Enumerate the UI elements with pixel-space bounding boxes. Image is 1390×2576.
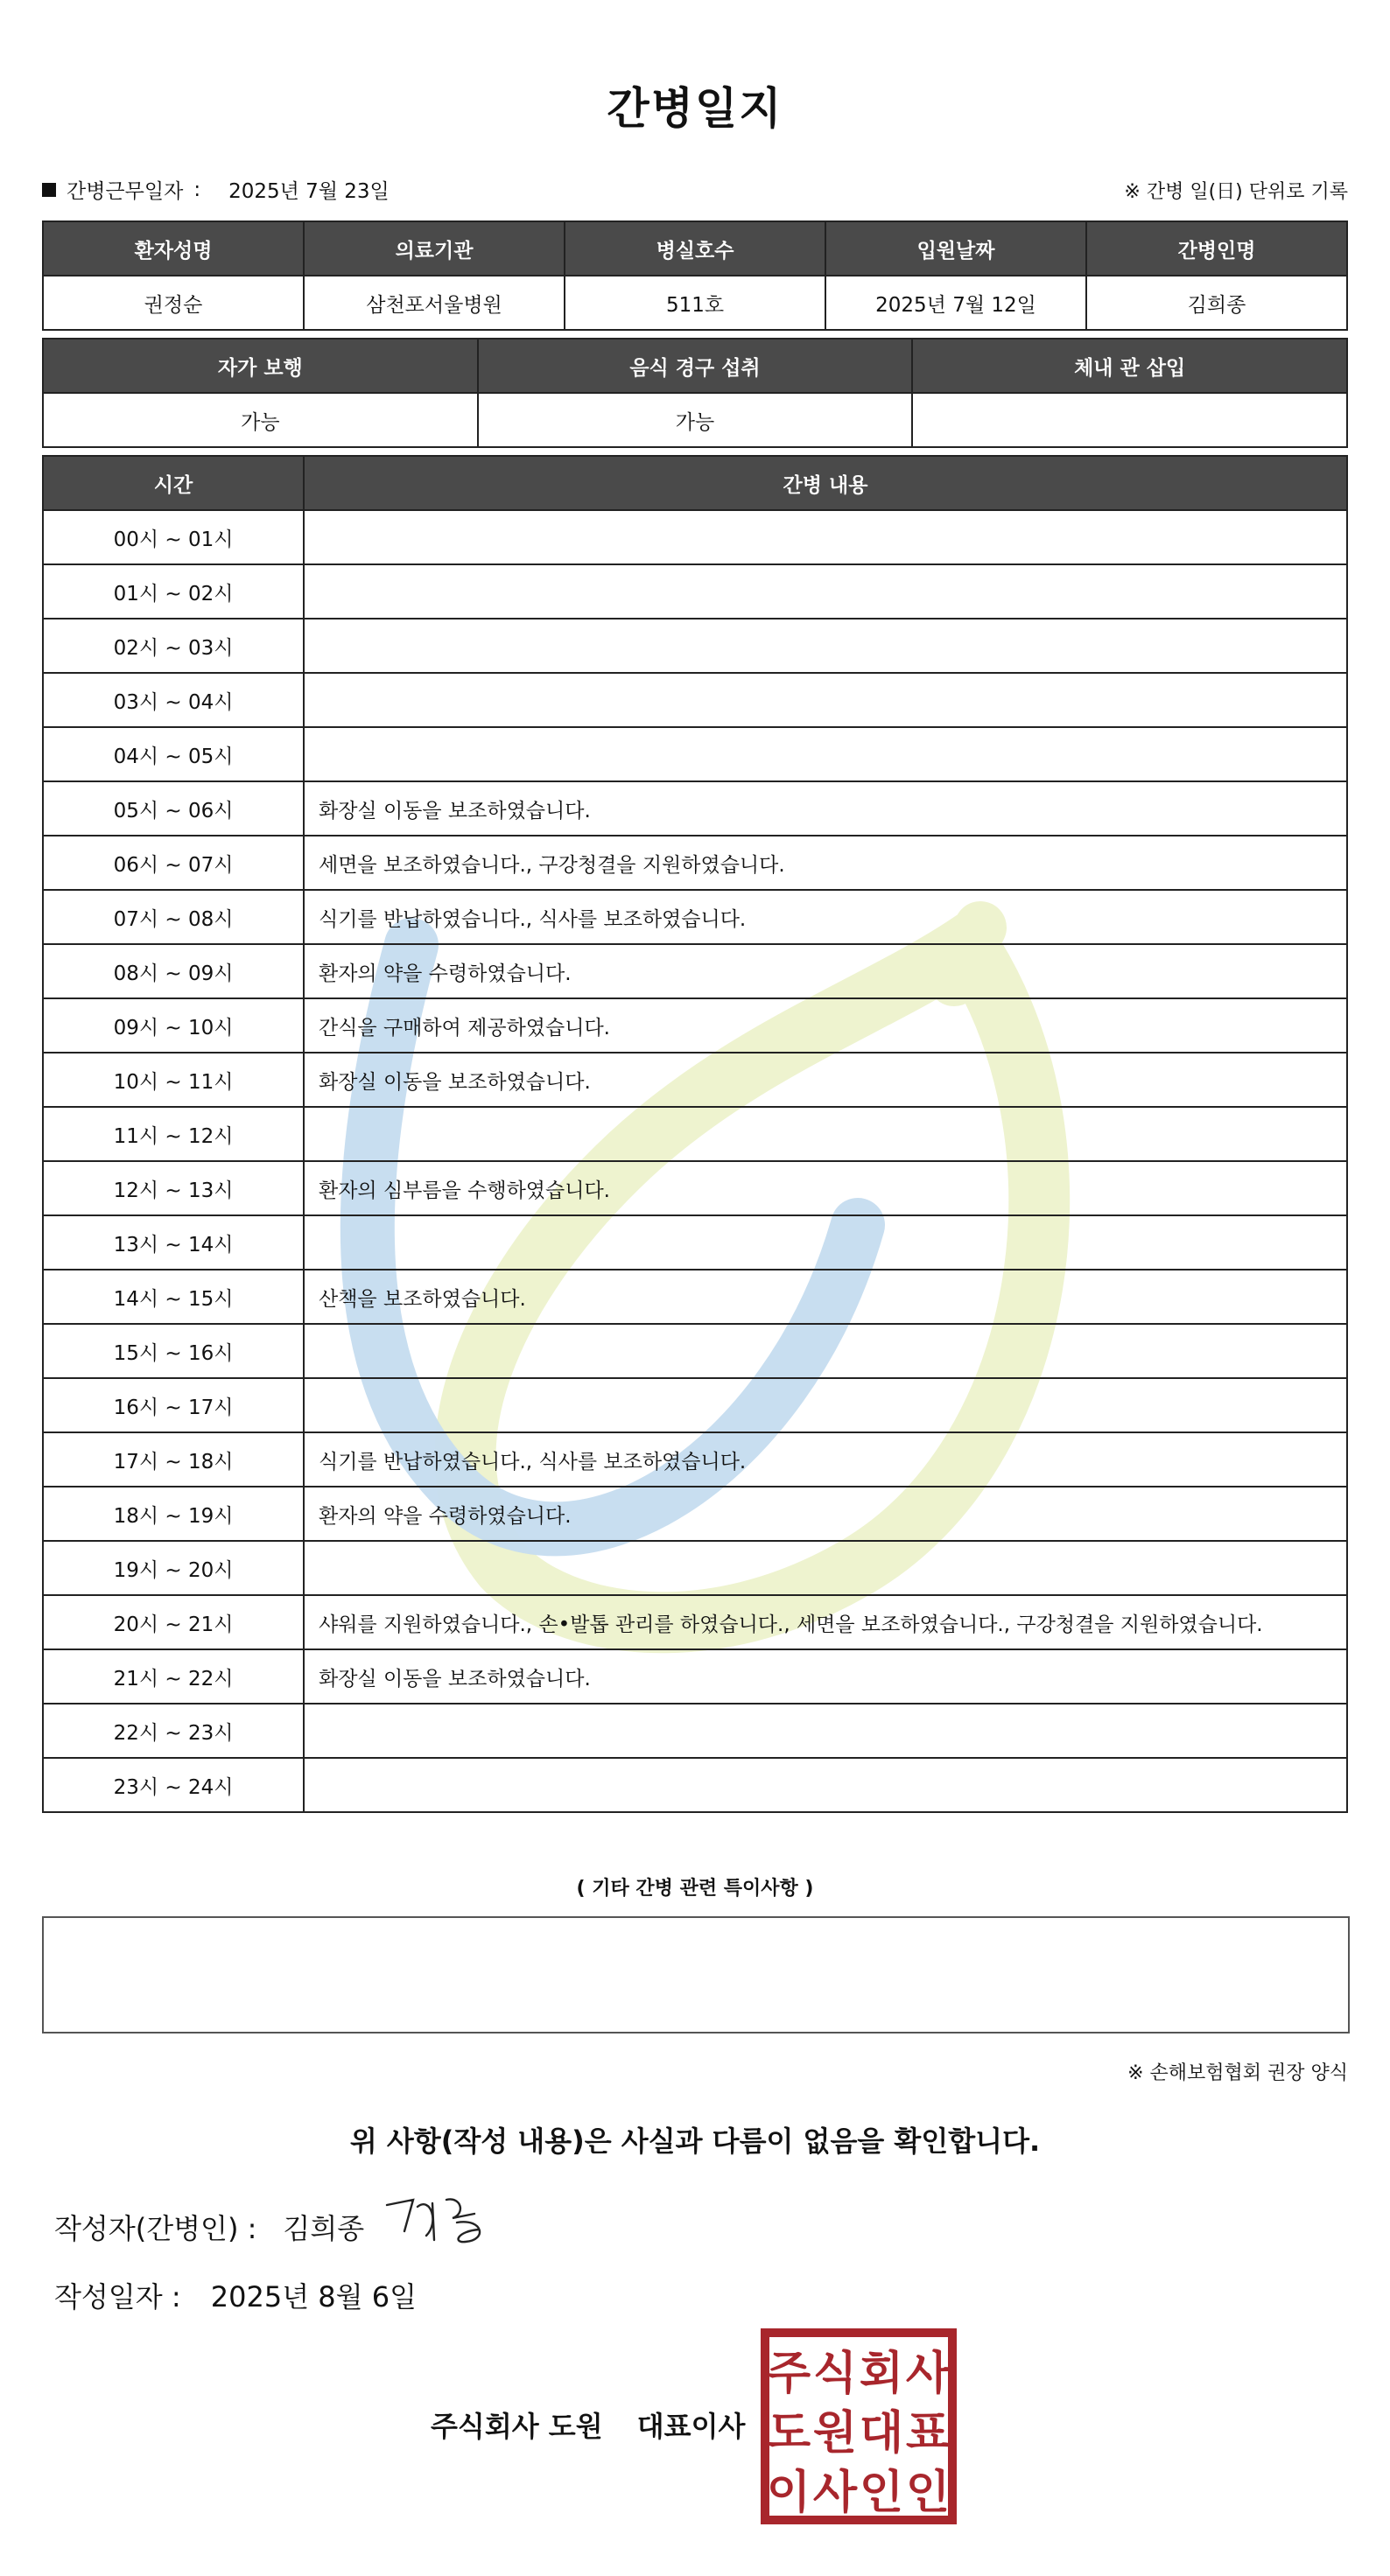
log-time: 18시 ~ 19시 [43,1487,304,1541]
log-row [43,1758,1347,1812]
log-time: 21시 ~ 22시 [43,1649,304,1704]
log-content: 환자의 약을 수령하였습니다. [304,1487,1347,1541]
self-walking-value: 가능 [43,393,478,447]
tube-insertion-value [912,393,1347,447]
seal-char: 사 [905,2348,951,2400]
header-hospital: 의료기관 [304,221,565,276]
hospital: 삼천포서울병원 [304,276,565,330]
header-care-content: 간병 내용 [304,456,1347,510]
admission-date: 2025년 7월 12일 [825,276,1086,330]
notes-box [42,1916,1350,2034]
seal-char: 식 [812,2348,858,2400]
log-time: 01시 ~ 02시 [43,564,304,619]
company-name: 주식회사 도원 [431,2410,603,2443]
header-tube-insertion: 체내 관 삽입 [912,339,1347,393]
header-oral-intake: 음식 경구 섭취 [478,339,913,393]
log-row [43,727,1347,781]
log-content [304,1378,1347,1432]
write-date-value: 2025년 8월 6일 [210,2280,418,2314]
log-content: 샤워를 지원하였습니다., 손•발톱 관리를 하였습니다., 세면을 보조하였습니다., 구강청결을 지원하였습니다. [304,1595,1347,1649]
log-row [43,1270,1347,1324]
seal-char: 인 [905,2467,951,2519]
patient-info-table [42,220,1348,331]
log-time: 15시 ~ 16시 [43,1324,304,1378]
log-content: 화장실 이동을 보조하였습니다. [304,1053,1347,1107]
log-row [43,564,1347,619]
oral-intake-value: 가능 [478,393,913,447]
log-row [43,998,1347,1053]
log-row [43,1487,1347,1541]
log-time: 16시 ~ 17시 [43,1378,304,1432]
log-time: 19시 ~ 20시 [43,1541,304,1595]
log-time: 12시 ~ 13시 [43,1161,304,1215]
seal-char: 원 [812,2407,858,2460]
log-time: 05시 ~ 06시 [43,781,304,836]
log-content [304,727,1347,781]
log-content: 환자의 심부름을 수행하였습니다. [304,1161,1347,1215]
work-date-value: 2025년 7월 23일 [228,180,390,203]
log-row [43,1432,1347,1487]
confirmation-statement: 위 사항(작성 내용)은 사실과 다름이 없음을 확인합니다. [349,2124,1041,2158]
log-content [304,510,1347,564]
log-row [43,1324,1347,1378]
log-content [304,619,1347,673]
company-role: 대표이사 [636,2410,746,2443]
log-content: 세면을 보조하였습니다., 구강청결을 지원하였습니다. [304,836,1347,890]
log-row [43,1161,1347,1215]
log-row [43,1541,1347,1595]
header-caregiver-name: 간병인명 [1086,221,1347,276]
log-content: 화장실 이동을 보조하였습니다. [304,781,1347,836]
log-time: 08시 ~ 09시 [43,944,304,998]
seal-char: 인 [859,2467,904,2519]
company-line [431,2404,745,2445]
log-content [304,564,1347,619]
log-row [43,1595,1347,1649]
log-content: 산책을 보조하였습니다. [304,1270,1347,1324]
log-content: 식기를 반납하였습니다., 식사를 보조하였습니다. [304,890,1347,944]
seal-char: 주 [766,2348,811,2400]
log-row [43,944,1347,998]
log-time: 22시 ~ 23시 [43,1704,304,1758]
log-time: 04시 ~ 05시 [43,727,304,781]
log-content [304,1704,1347,1758]
log-row [43,1649,1347,1704]
log-row [43,619,1347,673]
header-patient-name: 환자성명 [43,221,304,276]
log-time: 11시 ~ 12시 [43,1107,304,1161]
log-row [43,781,1347,836]
log-content [304,1215,1347,1270]
log-row [43,1107,1347,1161]
log-time: 06시 ~ 07시 [43,836,304,890]
seal-char: 이 [766,2467,811,2519]
log-time: 03시 ~ 04시 [43,673,304,727]
log-content [304,673,1347,727]
seal-char: 회 [859,2348,904,2400]
caregiver-name: 김희종 [1086,276,1347,330]
log-content: 화장실 이동을 보조하였습니다. [304,1649,1347,1704]
bullet-square-icon [42,183,56,197]
log-row [43,890,1347,944]
handwritten-signature [378,2188,527,2258]
log-time: 10시 ~ 11시 [43,1053,304,1107]
header-room: 병실호수 [565,221,825,276]
log-content [304,1541,1347,1595]
header-self-walking: 자가 보행 [43,339,478,393]
log-time: 13시 ~ 14시 [43,1215,304,1270]
work-date-separator: : [193,178,201,201]
log-time: 09시 ~ 10시 [43,998,304,1053]
write-date-line [54,2275,417,2315]
log-content [304,1324,1347,1378]
header-time: 시간 [43,456,304,510]
room-number: 511호 [565,276,825,330]
seal-char: 사 [812,2467,858,2519]
log-content: 간식을 구매하여 제공하였습니다. [304,998,1347,1053]
daily-record-note: ※ 간병 일(日) 단위로 기록 [1124,181,1348,203]
log-time: 07시 ~ 08시 [43,890,304,944]
care-log-table [42,455,1348,1813]
header-admission-date: 입원날짜 [825,221,1086,276]
log-time: 20시 ~ 21시 [43,1595,304,1649]
work-date [42,175,390,204]
log-row [43,1215,1347,1270]
notes-title: ( 기타 간병 관련 특이사항 ) [576,1878,814,1900]
log-row [43,510,1347,564]
writer-line [54,2207,364,2247]
log-row [43,836,1347,890]
log-row [43,1053,1347,1107]
work-date-label: 간병근무일자 [67,180,184,203]
log-row [43,1704,1347,1758]
seal-char: 대 [859,2407,904,2460]
page-title: 간병일지 [607,83,783,134]
log-row [43,673,1347,727]
log-content: 식기를 반납하였습니다., 식사를 보조하였습니다. [304,1432,1347,1487]
log-time: 17시 ~ 18시 [43,1432,304,1487]
company-seal-stamp [760,2328,958,2525]
log-content [304,1107,1347,1161]
seal-char: 도 [766,2407,811,2460]
log-time: 02시 ~ 03시 [43,619,304,673]
write-date-label: 작성일자 : [54,2280,181,2314]
log-content [304,1758,1347,1812]
log-row [43,1378,1347,1432]
log-time: 00시 ~ 01시 [43,510,304,564]
ability-table [42,338,1348,448]
form-source-note: ※ 손해보험협회 권장 양식 [1127,2062,1348,2084]
seal-char: 표 [905,2407,951,2460]
log-content: 환자의 약을 수령하였습니다. [304,944,1347,998]
writer-label: 작성자(간병인) : [54,2212,257,2245]
log-time: 23시 ~ 24시 [43,1758,304,1812]
patient-name: 권정순 [43,276,304,330]
writer-name: 김희종 [283,2212,365,2245]
log-time: 14시 ~ 15시 [43,1270,304,1324]
